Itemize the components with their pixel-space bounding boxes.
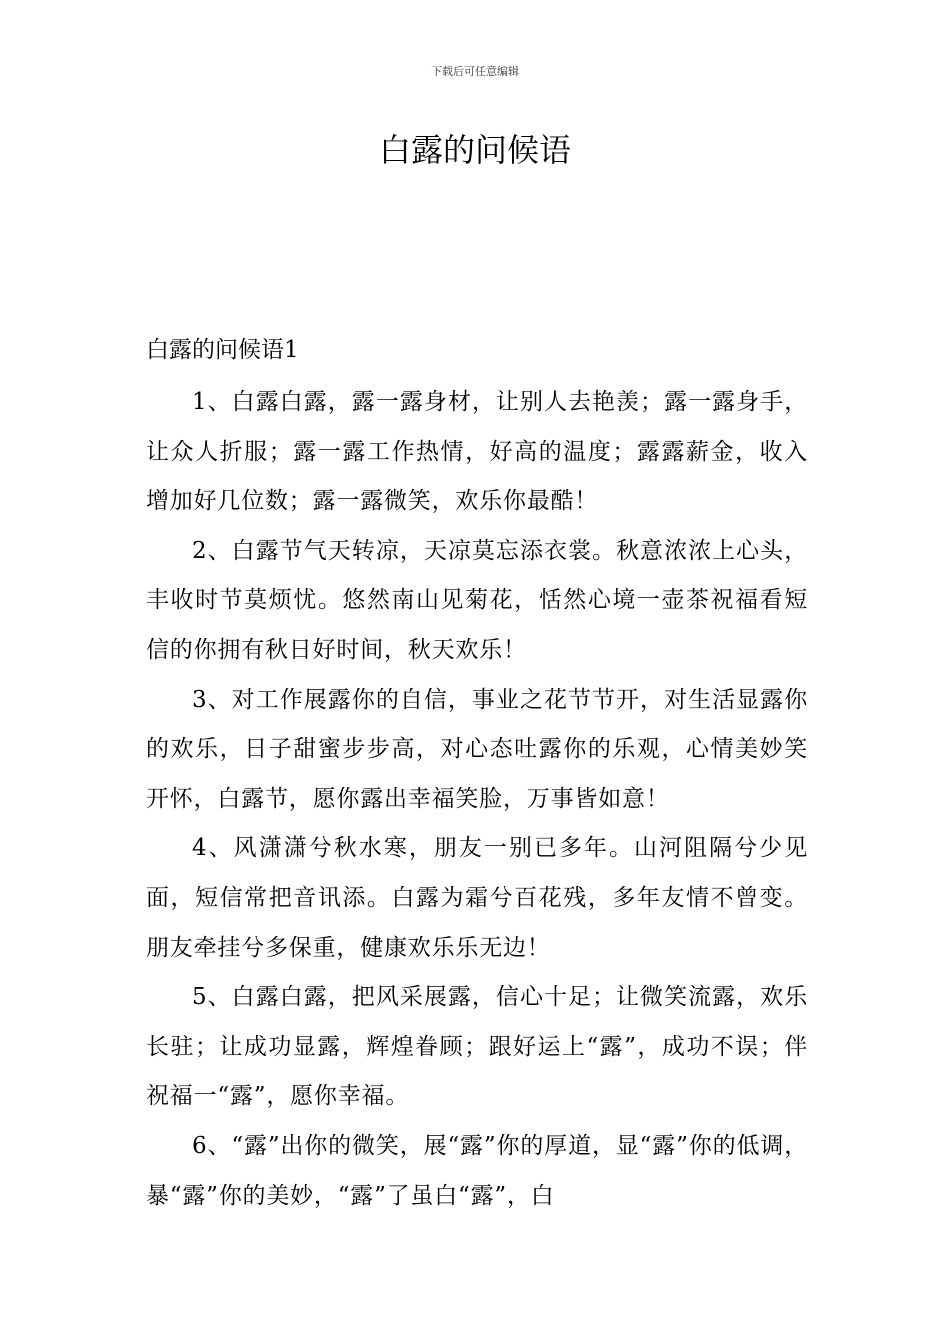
section-heading: 白露的问候语1: [146, 337, 299, 363]
paragraph-2: 2、白露节气天转凉，天凉莫忘添衣裳。秋意浓浓上心头，丰收时节莫烦忧。悠然南山见菊花，恬然心境一壶茶祝福看短信的你拥有秋日好时间，秋天欢乐！: [146, 537, 808, 663]
paragraph-6: 6、“露”出你的微笑，展“露”你的厚道，显“露”你的低调，暴“露”你的美妙，“露”了虽白“露”，白: [146, 1132, 808, 1209]
paragraph-4: 4、风潇潇兮秋水寒，朋友一别已多年。山河阻隔兮少见面，短信常把音讯添。白露为霜兮百花残，多年友情不曾变。朋友牵挂兮多保重，健康欢乐乐无边！: [146, 835, 808, 961]
header-note: 下载后可任意编辑: [431, 65, 519, 78]
document-title: 白露的问候语: [378, 131, 571, 169]
document-body: [146, 378, 808, 1221]
paragraph-1: 1、白露白露，露一露身材，让别人去艳羡；露一露身手，让众人折服；露一露工作热情，好高的温度；露露薪金，收入增加好几位数；露一露微笑，欢乐你最酷！: [146, 389, 808, 515]
paragraph-3: 3、对工作展露你的自信，事业之花节节开，对生活显露你的欢乐，日子甜蜜步步高，对心态吐露你的乐观，心情美妙笑开怀，白露节，愿你露出幸福笑脸，万事皆如意！: [146, 686, 808, 812]
paragraph-5: 5、白露白露，把风采展露，信心十足；让微笑流露，欢乐长驻；让成功显露，辉煌眷顾；跟好运上“露”，成功不误；伴祝福一“露”，愿你幸福。: [146, 984, 808, 1110]
